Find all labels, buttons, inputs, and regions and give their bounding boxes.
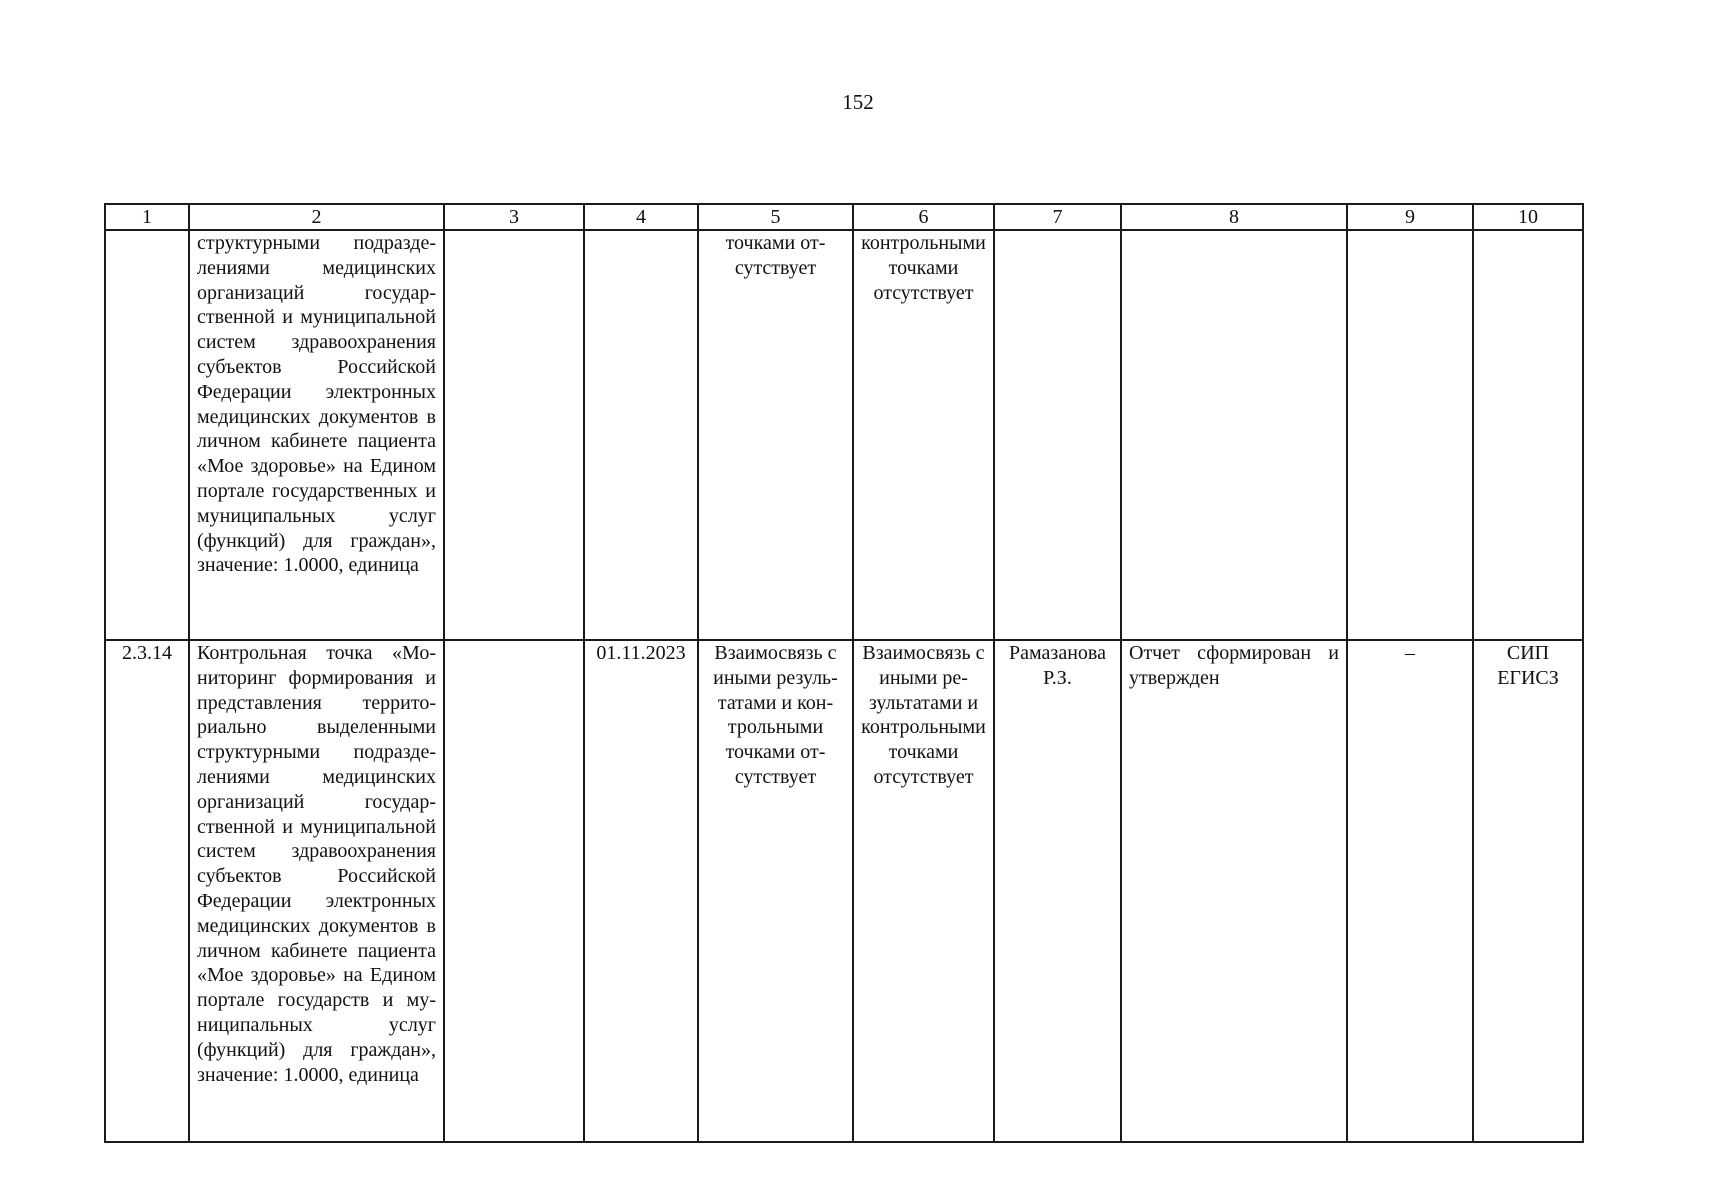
header-row — [105, 204, 1583, 230]
cell-col-6: контрольными точками отсутствует — [853, 230, 994, 640]
table-row — [105, 640, 1583, 1142]
header-col-8: 8 — [1121, 204, 1347, 230]
cell-responsible: Рамазанова Р.З. — [994, 640, 1121, 1142]
cell-col-5: Взаимосвязь с иными результатами и контрольными точками отсутствует — [698, 640, 853, 1142]
cell-col-6: Взаимосвязь с иными результатами и контрольными точками отсутствует — [853, 640, 994, 1142]
header-col-9: 9 — [1347, 204, 1473, 230]
cell-number: 2.3.14 — [105, 640, 189, 1142]
cell-system — [1473, 230, 1583, 640]
header-col-5: 5 — [698, 204, 853, 230]
header-col-10: 10 — [1473, 204, 1583, 230]
cell-col-9 — [1347, 230, 1473, 640]
cell-result: Отчет сформирован и утвержден — [1121, 640, 1347, 1142]
cell-description: структурными подразделениями медицинских организаций государственной и муниципальной систем здравоохранения субъектов Российской Федерации электронных медицинских документов в личном кабинете пациента «Мое здоровье» на Едином портале государственных и муниципальных услуг (функций) для граждан», значение: 1.0000, единица — [189, 230, 444, 640]
cell-col-3 — [444, 230, 584, 640]
header-col-3: 3 — [444, 204, 584, 230]
header-col-2: 2 — [189, 204, 444, 230]
header-col-7: 7 — [994, 204, 1121, 230]
header-col-6: 6 — [853, 204, 994, 230]
cell-date: 01.11.2023 — [584, 640, 698, 1142]
cell-col-3 — [444, 640, 584, 1142]
header-col-4: 4 — [584, 204, 698, 230]
cell-description: Контрольная точка «Мониторинг формирования и представления территориально выделенными структурными подразделениями медицинских организаций государственной и муниципальной систем здравоохранения субъектов Российской Федерации электронных медицинских документов в личном кабинете пациента «Мое здоровье» на Едином портале государств и муниципальных услуг (функций) для граждан», значение: 1.0000, единица — [189, 640, 444, 1142]
cell-date — [584, 230, 698, 640]
cell-col-5: точками отсутствует — [698, 230, 853, 640]
cell-number — [105, 230, 189, 640]
header-col-1: 1 — [105, 204, 189, 230]
cell-system: СИП ЕГИСЗ — [1473, 640, 1583, 1142]
page-number: 152 — [842, 90, 874, 114]
plan-table — [104, 203, 1584, 1143]
cell-result — [1121, 230, 1347, 640]
cell-responsible — [994, 230, 1121, 640]
table-row — [105, 230, 1583, 640]
cell-col-9: – — [1347, 640, 1473, 1142]
